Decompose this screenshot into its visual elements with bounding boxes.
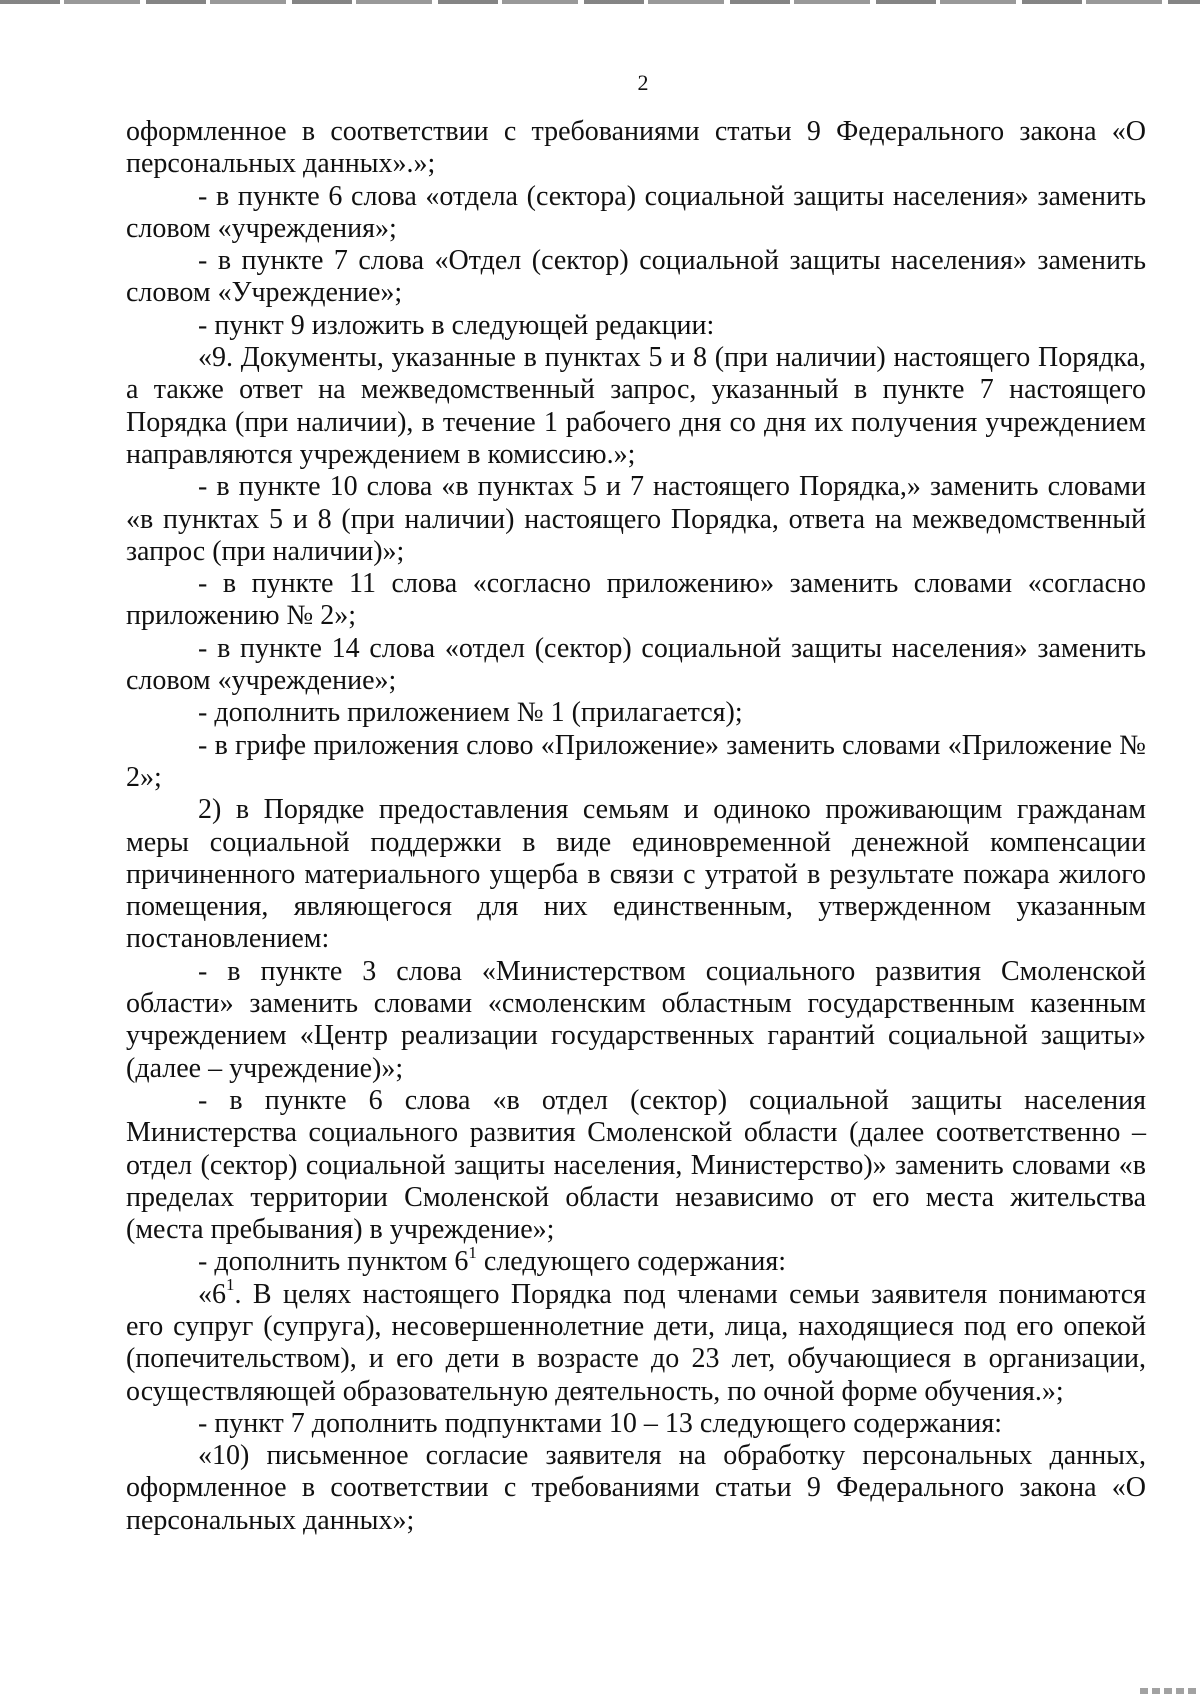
paragraph: «9. Документы, указанные в пунктах 5 и 8 (при наличии) настоящего Порядка, а также ответ на межведомственный запрос, указанный в пункте 7 настоящего Порядка (при наличии), в течение 1 рабочего дня со дня их получения учреждением направляются учреждением в комиссию.»;	[126, 342, 1146, 470]
paragraph-text-continued: . В целях настоящего Порядка под членами семьи заявителя понимаются его супруг (супруга), несовершеннолетние дети, лица, находящиеся под его опекой (попечительством), и его дети в возрасте до 23 лет, обучающиеся в организации, осуществляющей образовательную деятельность, по очной форме обучения.»;	[126, 1278, 1146, 1407]
paragraph: 2) в Порядке предоставления семьям и одиноко проживающим гражданам меры социальной поддержки в виде единовременной денежной компенсации причиненного материального ущерба в связи с утратой в результате пожара жилого помещения, являющегося для них единственным, утвержденном указанным постановлением:	[126, 794, 1146, 955]
paragraph: - в пункте 10 слова «в пунктах 5 и 7 настоящего Порядка,» заменить словами «в пунктах 5 и 8 (при наличии) настоящего Порядка, ответа на межведомственный запрос (при наличии)»;	[126, 471, 1146, 567]
paragraph: - в пункте 6 слова «отдела (сектора) социальной защиты населения» заменить словом «учреждения»;	[126, 180, 1146, 244]
paragraph-text: - дополнить пунктом 6	[198, 1246, 469, 1278]
paragraph: - в пункте 14 слова «отдел (сектор) социальной защиты населения» заменить словом «учреждение»;	[126, 632, 1146, 697]
paragraph: «10) письменное согласие заявителя на обработку персональных данных, оформленное в соответствии с требованиями статьи 9 Федерального закона «О персональных данных»;	[126, 1440, 1146, 1536]
paragraph: - в пункте 11 слова «согласно приложению» заменить словами «согласно приложению № 2»;	[126, 568, 1146, 632]
paragraph-text: «6	[198, 1278, 226, 1310]
paragraph: - дополнить приложением № 1 (прилагается);	[198, 697, 743, 729]
paragraph-with-superscript	[126, 1275, 1146, 1408]
paragraph: - пункт 7 дополнить подпунктами 10 – 13 следующего содержания:	[198, 1407, 1003, 1439]
paragraph-with-superscript	[126, 1243, 1146, 1278]
paragraph: - пункт 9 изложить в следующей редакции:	[198, 309, 715, 341]
page-number: 2	[637, 70, 649, 95]
paragraph: - в пункте 3 слова «Министерством социального развития Смоленской области» заменить словами «смоленским областным государственным казенным учреждением «Центр реализации государственных гарантий социальной защиты» (далее – учреждение)»;	[126, 955, 1146, 1084]
superscript: 1	[468, 1243, 477, 1263]
paragraph-text-continued: следующего содержания:	[476, 1246, 786, 1278]
scan-edge-top	[0, 0, 1200, 4]
scan-edge-corner	[1140, 1688, 1200, 1694]
paragraph: - в грифе приложения слово «Приложение» заменить словами «Приложение № 2»;	[126, 729, 1146, 793]
paragraph: - в пункте 7 слова «Отдел (сектор) социальной защиты населения» заменить словом «Учреждение»;	[126, 245, 1146, 309]
document-body	[126, 116, 1146, 1537]
paragraph: - в пункте 6 слова «в отдел (сектор) социальной защиты населения Министерства социального развития Смоленской области (далее соответственно – отдел (сектор) социальной защиты населения, Министерство)» заменить словами «в пределах территории Смоленской области независимо от его места жительства (места пребывания) в учреждение»;	[126, 1084, 1146, 1246]
paragraph: оформленное в соответствии с требованиями статьи 9 Федерального закона «О персональных данных».»;	[126, 116, 1146, 180]
superscript: 1	[226, 1275, 235, 1295]
